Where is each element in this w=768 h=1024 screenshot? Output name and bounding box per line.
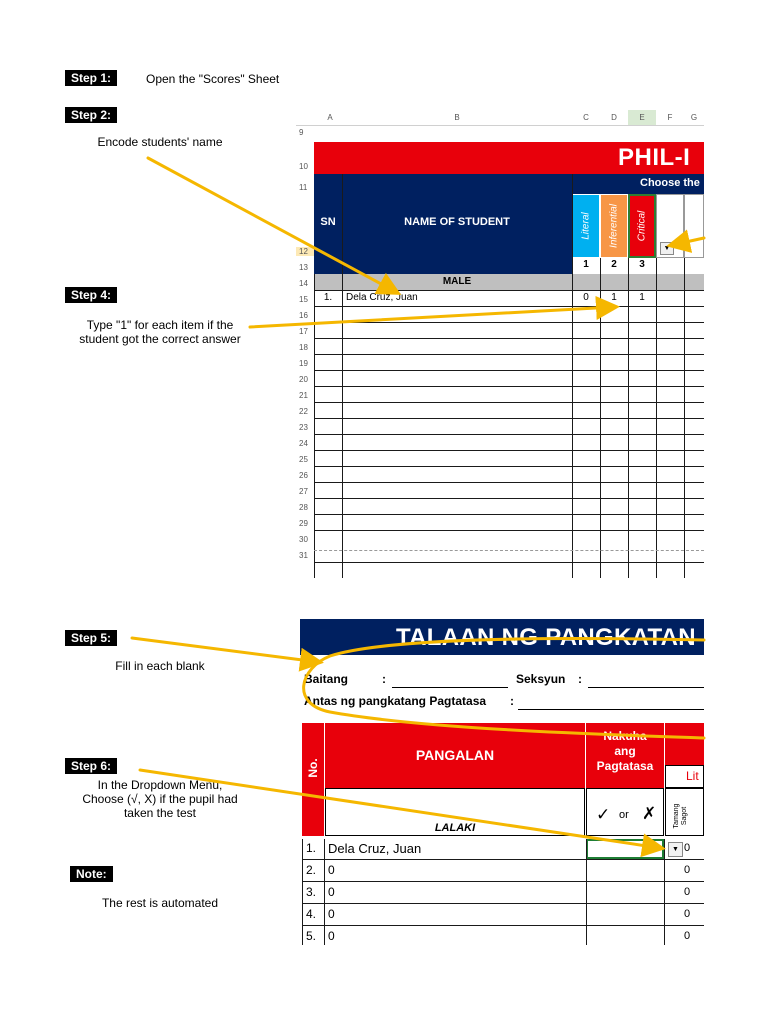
column-header-b[interactable]: B [342,110,572,126]
step-6-text-line2: Choose (√, X) if the pupil had [82,792,238,806]
x-icon: ✗ [642,804,657,823]
row-name-2[interactable]: 0 [328,863,335,877]
column-header-e[interactable]: E [628,110,656,126]
row-number[interactable]: 31 [299,551,308,560]
step-4-text-line1: Type "1" for each item if the [86,318,234,332]
column-header-g[interactable]: G [684,110,704,126]
step-4-text-line2: student got the correct answer [79,332,241,346]
row-number[interactable]: 25 [299,455,308,464]
row-number[interactable]: 29 [299,519,308,528]
score-inferential[interactable]: 1 [611,292,617,303]
literal-label: Literal [580,212,592,240]
lit-header-label: Lit [686,769,699,783]
seksyun-colon: : [578,672,582,686]
dropdown-arrow-pointer [672,238,704,245]
step-5-arrow [132,638,318,662]
item-number-2: 2 [611,259,617,270]
inferential-label: Inferential [608,204,620,248]
row-number[interactable]: 21 [299,391,308,400]
row-number[interactable]: 27 [299,487,308,496]
critical-label: Critical [636,210,648,242]
item-number-1: 1 [583,259,589,270]
row-name-5[interactable]: 0 [328,929,335,943]
step-2-text: Encode students' name [97,135,223,149]
step-6-text-line3: taken the test [123,806,197,820]
student-sn[interactable]: 1. [323,292,333,303]
row-score-1: 0 [684,842,691,854]
row-number[interactable]: 22 [299,407,308,416]
score-critical[interactable]: 1 [639,292,645,303]
antas-label: Antas ng pangkatang Pagtatasa [304,694,487,708]
step-1-label: Step 1: [65,70,117,86]
choose-the-label: Choose the [640,177,700,189]
name-of-student-header: NAME OF STUDENT [404,216,510,228]
title-banner-text: PHIL-I [618,144,691,171]
row-num-1: 1. [306,841,317,855]
row-num-3: 3. [306,885,317,899]
row-number[interactable]: 19 [299,359,308,368]
column-header-f[interactable]: F [656,110,684,126]
step-6-label: Step 6: [65,758,117,774]
step-5-label: Step 5: [65,630,117,646]
dropdown-arrow-icon[interactable]: ▼ [668,842,683,857]
step-2-label: Step 2: [65,107,117,123]
tamang-line2: Sagot [681,806,688,826]
row-name-3[interactable]: 0 [328,885,335,899]
talaan-title: TALAAN NG PANGKATAN [396,624,696,651]
lalaki-label: LALAKI [434,822,476,834]
score-literal[interactable]: 0 [583,292,589,303]
column-header-d[interactable]: D [600,110,628,126]
row-number[interactable]: 20 [299,375,308,384]
row-number[interactable]: 26 [299,471,308,480]
step-2-arrow [148,158,396,292]
row-number[interactable]: 24 [299,439,308,448]
row-score-4: 0 [684,908,691,920]
row-number[interactable]: 30 [299,535,308,544]
tamang-line1: Tamang [673,803,680,829]
row-number[interactable]: 12 [296,247,317,256]
step-4-arrow [250,307,614,327]
sn-header: SN [320,216,336,228]
row-score-2: 0 [684,864,691,876]
student-name-cell[interactable]: Dela Cruz, Juan [346,292,418,303]
row-number[interactable]: 28 [299,503,308,512]
note-text: The rest is automated [101,896,219,910]
baitang-label: Baitang [304,672,349,686]
row-num-2: 2. [306,863,317,877]
step-6-text-line1: In the Dropdown Menu, [97,778,223,792]
step-1-text: Open the "Scores" Sheet [146,72,280,86]
row-number[interactable]: 17 [299,327,308,336]
row-num-5: 5. [306,929,317,943]
step-5-loop [304,639,704,738]
nakuha-line2: ang [614,744,636,758]
no-header-label: No. [306,758,320,778]
column-header-c[interactable]: C [572,110,600,126]
row-number[interactable]: 18 [299,343,308,352]
nakuha-line1: Nakuha [603,729,647,743]
row-score-5: 0 [684,930,691,942]
row-number[interactable]: 16 [299,311,308,320]
seksyun-label: Seksyun [516,672,566,686]
row-number[interactable]: 9 [299,128,304,137]
row-score-3: 0 [684,886,691,898]
note-label: Note: [70,866,113,882]
row-number[interactable]: 11 [299,183,308,192]
row-number[interactable]: 10 [299,162,308,171]
item-number-3: 3 [639,259,645,270]
row-number[interactable]: 23 [299,423,308,432]
dropdown-arrow-icon[interactable]: ▼ [660,242,674,255]
step-5-text: Fill in each blank [115,659,205,673]
row-num-4: 4. [306,907,317,921]
check-or-x-label: or [619,809,629,821]
nakuha-line3: Pagtatasa [596,759,654,773]
row-name-1[interactable]: Dela Cruz, Juan [328,841,422,856]
male-section-label: MALE [442,276,472,287]
pangalan-header-label: PANGALAN [415,747,495,763]
column-header-a[interactable]: A [318,110,342,126]
step-6-arrow [140,770,660,848]
row-name-4[interactable]: 0 [328,907,335,921]
baitang-colon: : [382,672,386,686]
row-number[interactable]: 13 [299,263,308,272]
row-number[interactable]: 14 [299,279,308,288]
row-number[interactable]: 15 [299,295,308,304]
antas-colon: : [510,694,514,708]
step-4-label: Step 4: [65,287,117,303]
check-icon: ✓ [596,805,611,824]
